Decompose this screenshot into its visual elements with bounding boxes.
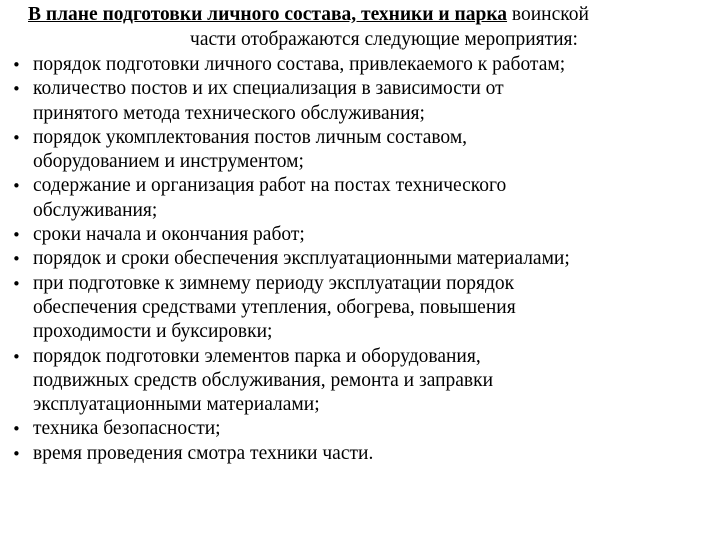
bullet-icon: •: [12, 128, 21, 147]
list-item-text: время проведения смотра техники части.: [33, 442, 374, 464]
list-item-text: при подготовке к зимнему периоду эксплуатации порядок: [33, 272, 515, 294]
list-item: [0, 223, 720, 247]
bullet-icon: •: [12, 250, 21, 269]
list-item-text: принятого метода технического обслуживания;: [33, 102, 425, 124]
list-item: [0, 345, 720, 418]
list-item-text: сроки начала и окончания работ;: [33, 224, 305, 246]
list-item: [0, 417, 720, 441]
bullet-icon: •: [12, 347, 21, 366]
list-item-text: обслуживания;: [33, 199, 158, 221]
list-item-text: порядок подготовки элементов парка и оборудования,: [33, 345, 481, 367]
bullet-icon: •: [12, 177, 21, 196]
list-item-text: порядок и сроки обеспечения эксплуатационными материалами;: [33, 248, 570, 270]
slide-heading: [14, 2, 714, 52]
list-item: [0, 442, 720, 466]
list-item-text: эксплуатационными материалами;: [33, 394, 320, 416]
list-item-text: техника безопасности;: [33, 418, 221, 440]
bullet-icon: •: [12, 274, 21, 293]
heading-emphasis: В плане подготовки личного состава, техники и парка: [28, 4, 508, 25]
list-item: [0, 77, 720, 126]
list-item-text: подвижных средств обслуживания, ремонта и заправки: [33, 369, 494, 391]
bullet-icon: •: [12, 420, 21, 439]
heading-rest: воинской: [507, 4, 589, 25]
list-item: [0, 247, 720, 271]
list-item-text: обеспечения средствами утепления, обогрева, повышения: [33, 296, 516, 318]
list-item-text: количество постов и их специализация в зависимости от: [33, 78, 504, 100]
bullet-icon: •: [12, 444, 21, 463]
list-item-text: проходимости и буксировки;: [33, 321, 273, 343]
bullet-icon: •: [12, 56, 21, 74]
list-item-text: содержание и организация работ на постах технического: [33, 175, 507, 197]
bullet-icon: •: [12, 80, 21, 99]
list-item: [0, 174, 720, 223]
list-item-text: порядок подготовки личного состава, привлекаемого к работам;: [33, 54, 566, 75]
heading-line-1: [14, 2, 714, 27]
list-item: [0, 272, 720, 345]
list-item-text: порядок укомплектования постов личным составом,: [33, 126, 468, 148]
list-item: [0, 53, 720, 77]
list-item: [0, 126, 720, 175]
heading-line-2: части отображаются следующие мероприятия:: [190, 29, 578, 50]
list-item-text: оборудованием и инструментом;: [33, 151, 304, 173]
bullet-list: [0, 53, 720, 466]
bullet-icon: •: [12, 226, 21, 245]
